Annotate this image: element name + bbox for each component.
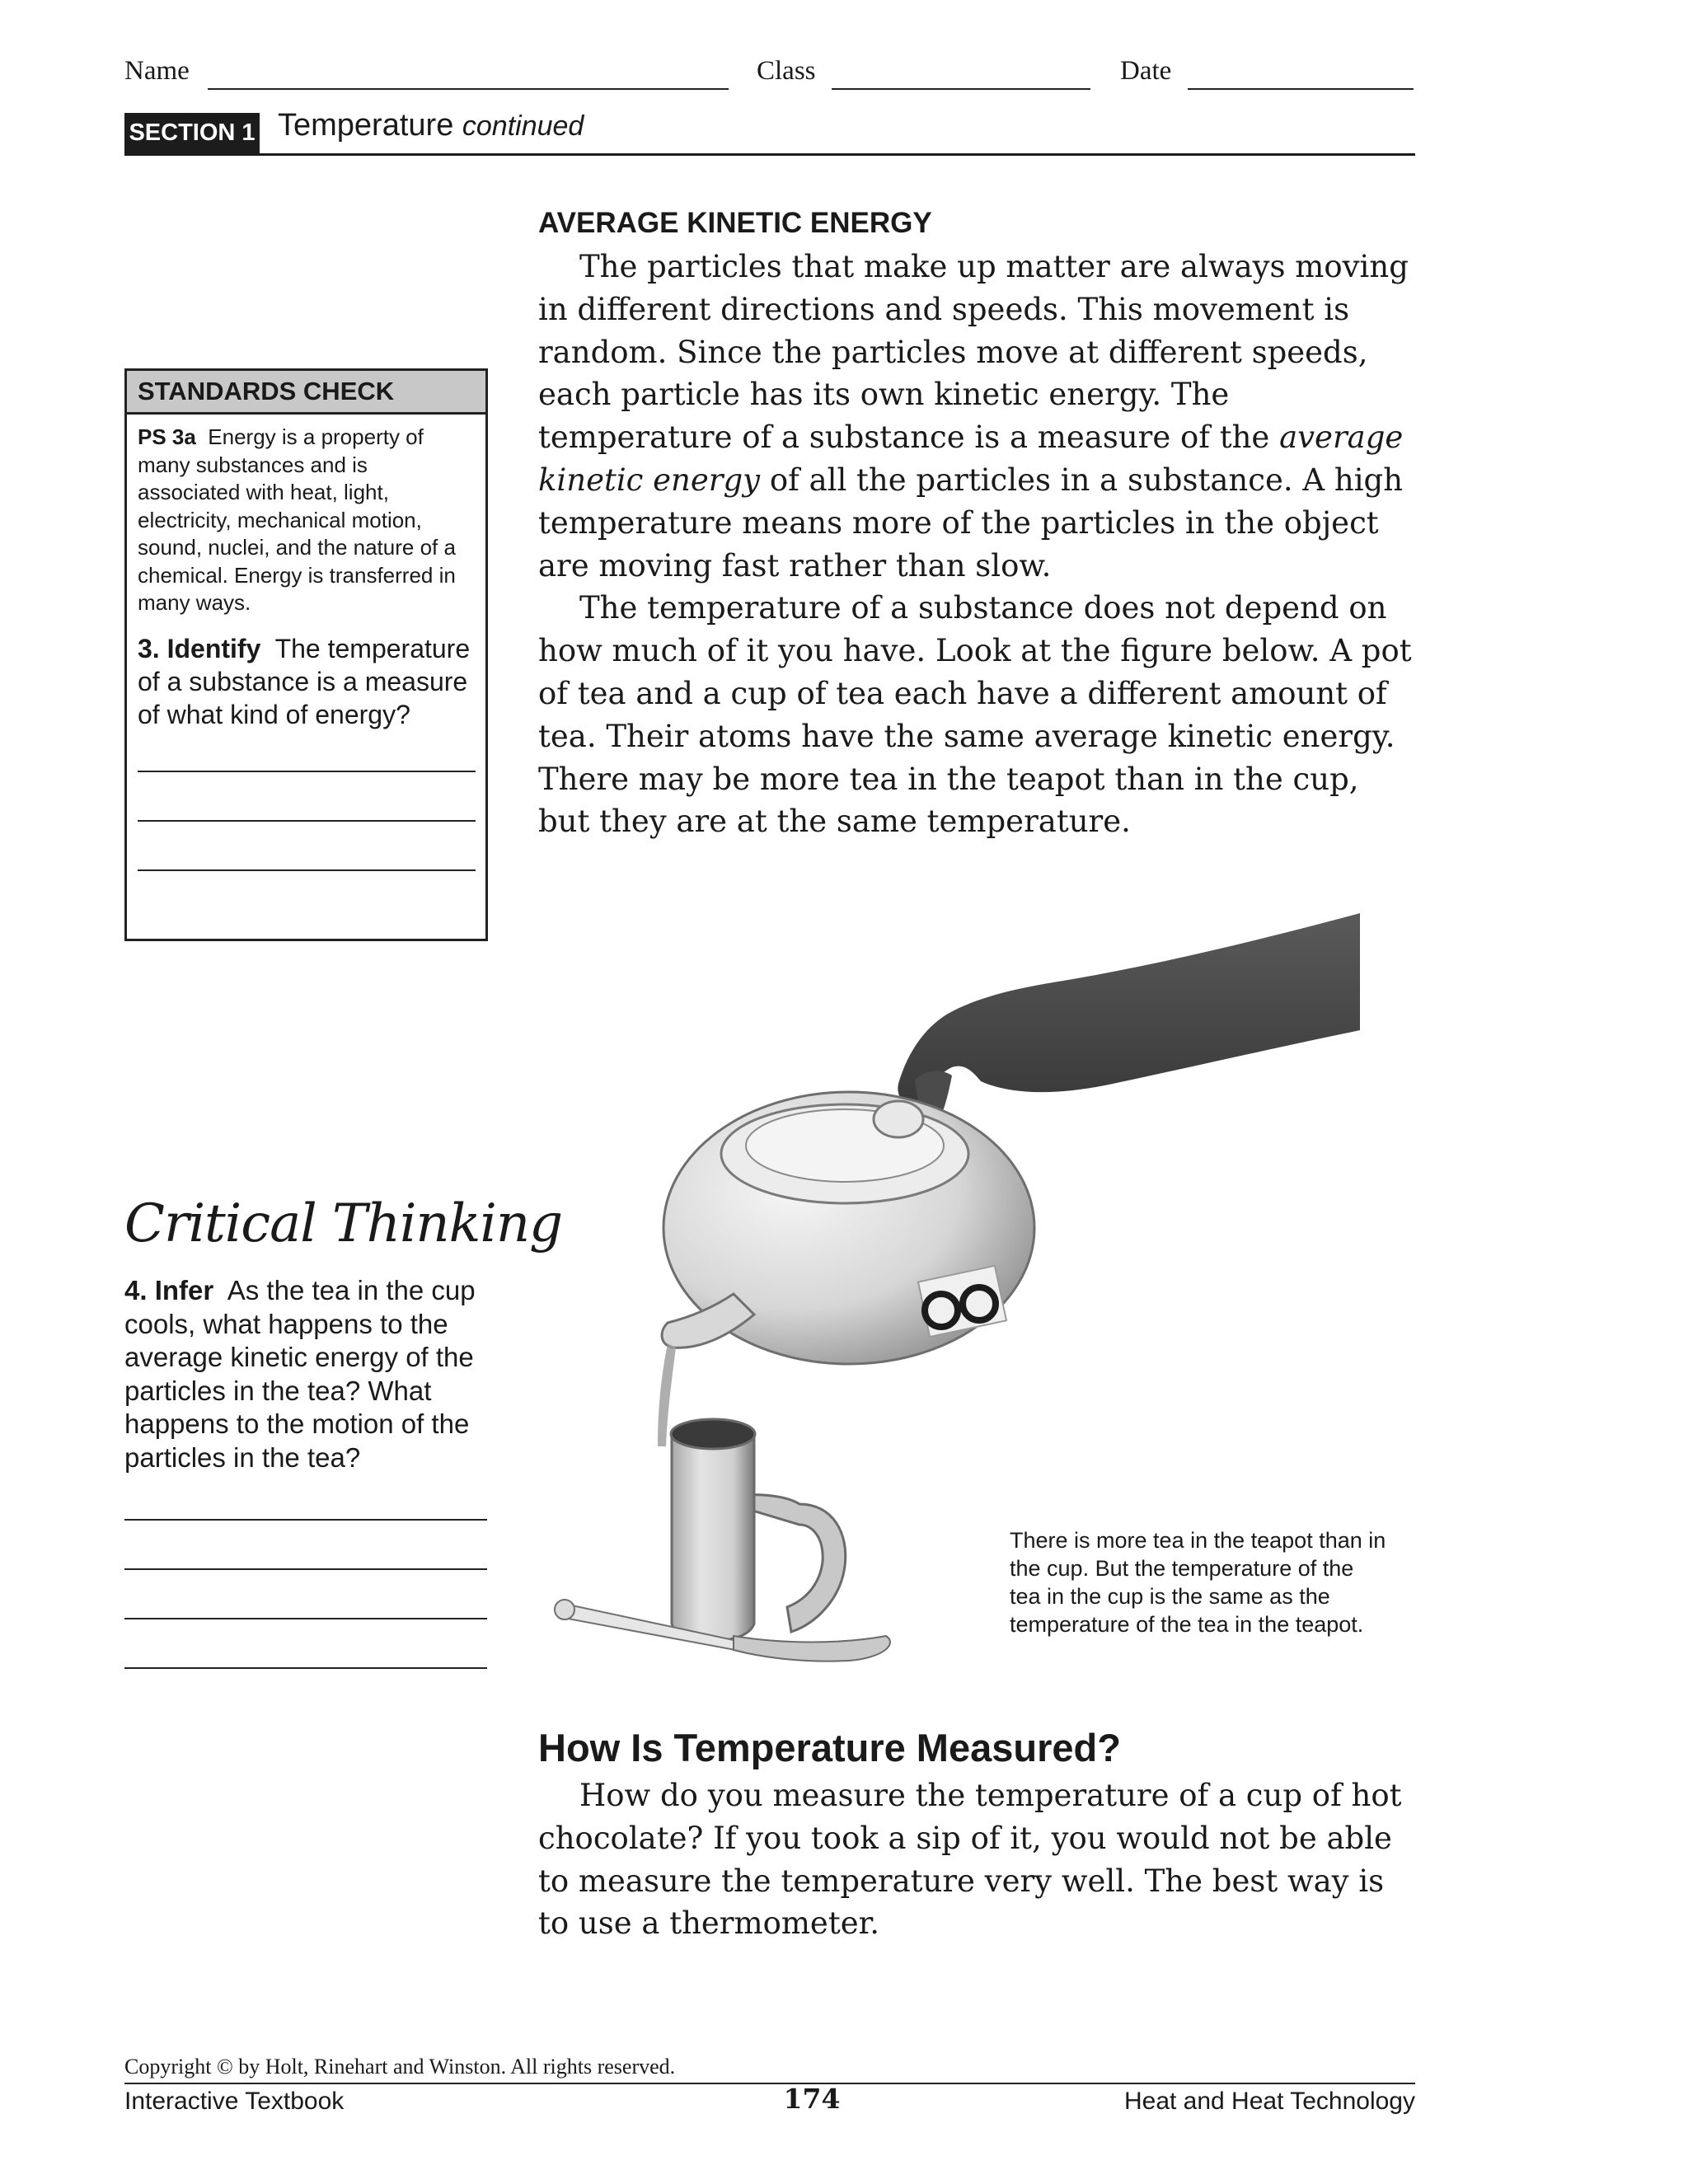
date-label: Date [1120, 56, 1172, 86]
standards-check-box [124, 368, 488, 941]
answer-line-q4-3[interactable] [124, 1618, 487, 1619]
teapot [662, 1092, 1034, 1364]
answer-line-q3-2[interactable] [138, 820, 476, 822]
main-text-block [538, 246, 1415, 843]
name-label: Name [124, 56, 190, 86]
answer-line-q3-3[interactable] [138, 869, 476, 871]
standards-code: PS 3a [138, 424, 196, 449]
heading-how-is-temperature-measured: How Is Temperature Measured? [538, 1726, 1121, 1769]
section-title-text: Temperature [278, 108, 454, 143]
page-number: 174 [783, 2083, 841, 2115]
standards-text: Energy is a property of many substances and is associated with heat, light, electricity, mechanical motion, sound, nuclei, and the nature of a chemical. Energy is transferred in many ways. [138, 424, 456, 615]
question-3: 3. Identify The temperature of a substance is a measure of what kind of energy? [138, 633, 471, 729]
paragraph-3: How do you measure the temperature of a cup of hot chocolate? If you took a sip of it, you would not be able to measure the temperature very well. The best way is to use a thermometer. [538, 1778, 1402, 1942]
mug [671, 1419, 846, 1641]
class-field[interactable] [832, 88, 1090, 90]
class-label: Class [757, 56, 816, 86]
standards-check-title: STANDARDS CHECK [127, 371, 485, 415]
paragraph-1: The particles that make up matter are always moving in different directions and speeds. This movement is random. Since the particles move at different speeds, each particle has its own kinetic energy. The temperature of a substance is a measure of the average kinetic energy of all the particles in a substance. A high temperature means more of the particles in the object are moving fast rather than slow. [538, 249, 1409, 583]
question-4: 4. Infer As the tea in the cup cools, what happens to the average kinetic energy of the particles in the tea? What happens to the motion of the particles in the tea? [124, 1275, 476, 1473]
hand-illustration [898, 913, 1360, 1123]
figure-caption: There is more tea in the teapot than in the cup. But the temperature of the tea in the cup is the same as the temperature of the tea in the teapot. [1010, 1528, 1386, 1637]
section-title [278, 108, 584, 143]
copyright: Copyright © by Holt, Rinehart and Winston. All rights reserved. [124, 2055, 676, 2079]
name-field[interactable] [208, 88, 729, 90]
paragraph-3-block [538, 1774, 1415, 1945]
critical-thinking-title: Critical Thinking [124, 1193, 563, 1254]
section-title-suffix: continued [462, 110, 584, 142]
section-divider [124, 153, 1415, 156]
standards-check-body [127, 415, 485, 617]
answer-line-q4-1[interactable] [124, 1519, 487, 1521]
answer-line-q3-1[interactable] [138, 771, 476, 772]
date-field[interactable] [1188, 88, 1414, 90]
footer-book-title: Interactive Textbook [124, 2088, 345, 2115]
paragraph-2: The temperature of a substance does not depend on how much of it you have. Look at the figure below. A pot of tea and a cup of tea each have a different amount of tea. Their atoms have the same average kinetic energy. There may be more tea in the teapot than in the cup, but they are at the same temperature. [538, 590, 1412, 840]
answer-line-q4-4[interactable] [124, 1667, 487, 1669]
answer-line-q4-2[interactable] [124, 1568, 487, 1570]
heading-average-kinetic-energy: AVERAGE KINETIC ENERGY [538, 207, 932, 239]
footer-chapter-title: Heat and Heat Technology [1123, 2088, 1415, 2115]
section-tag: SECTION 1 [124, 113, 260, 153]
